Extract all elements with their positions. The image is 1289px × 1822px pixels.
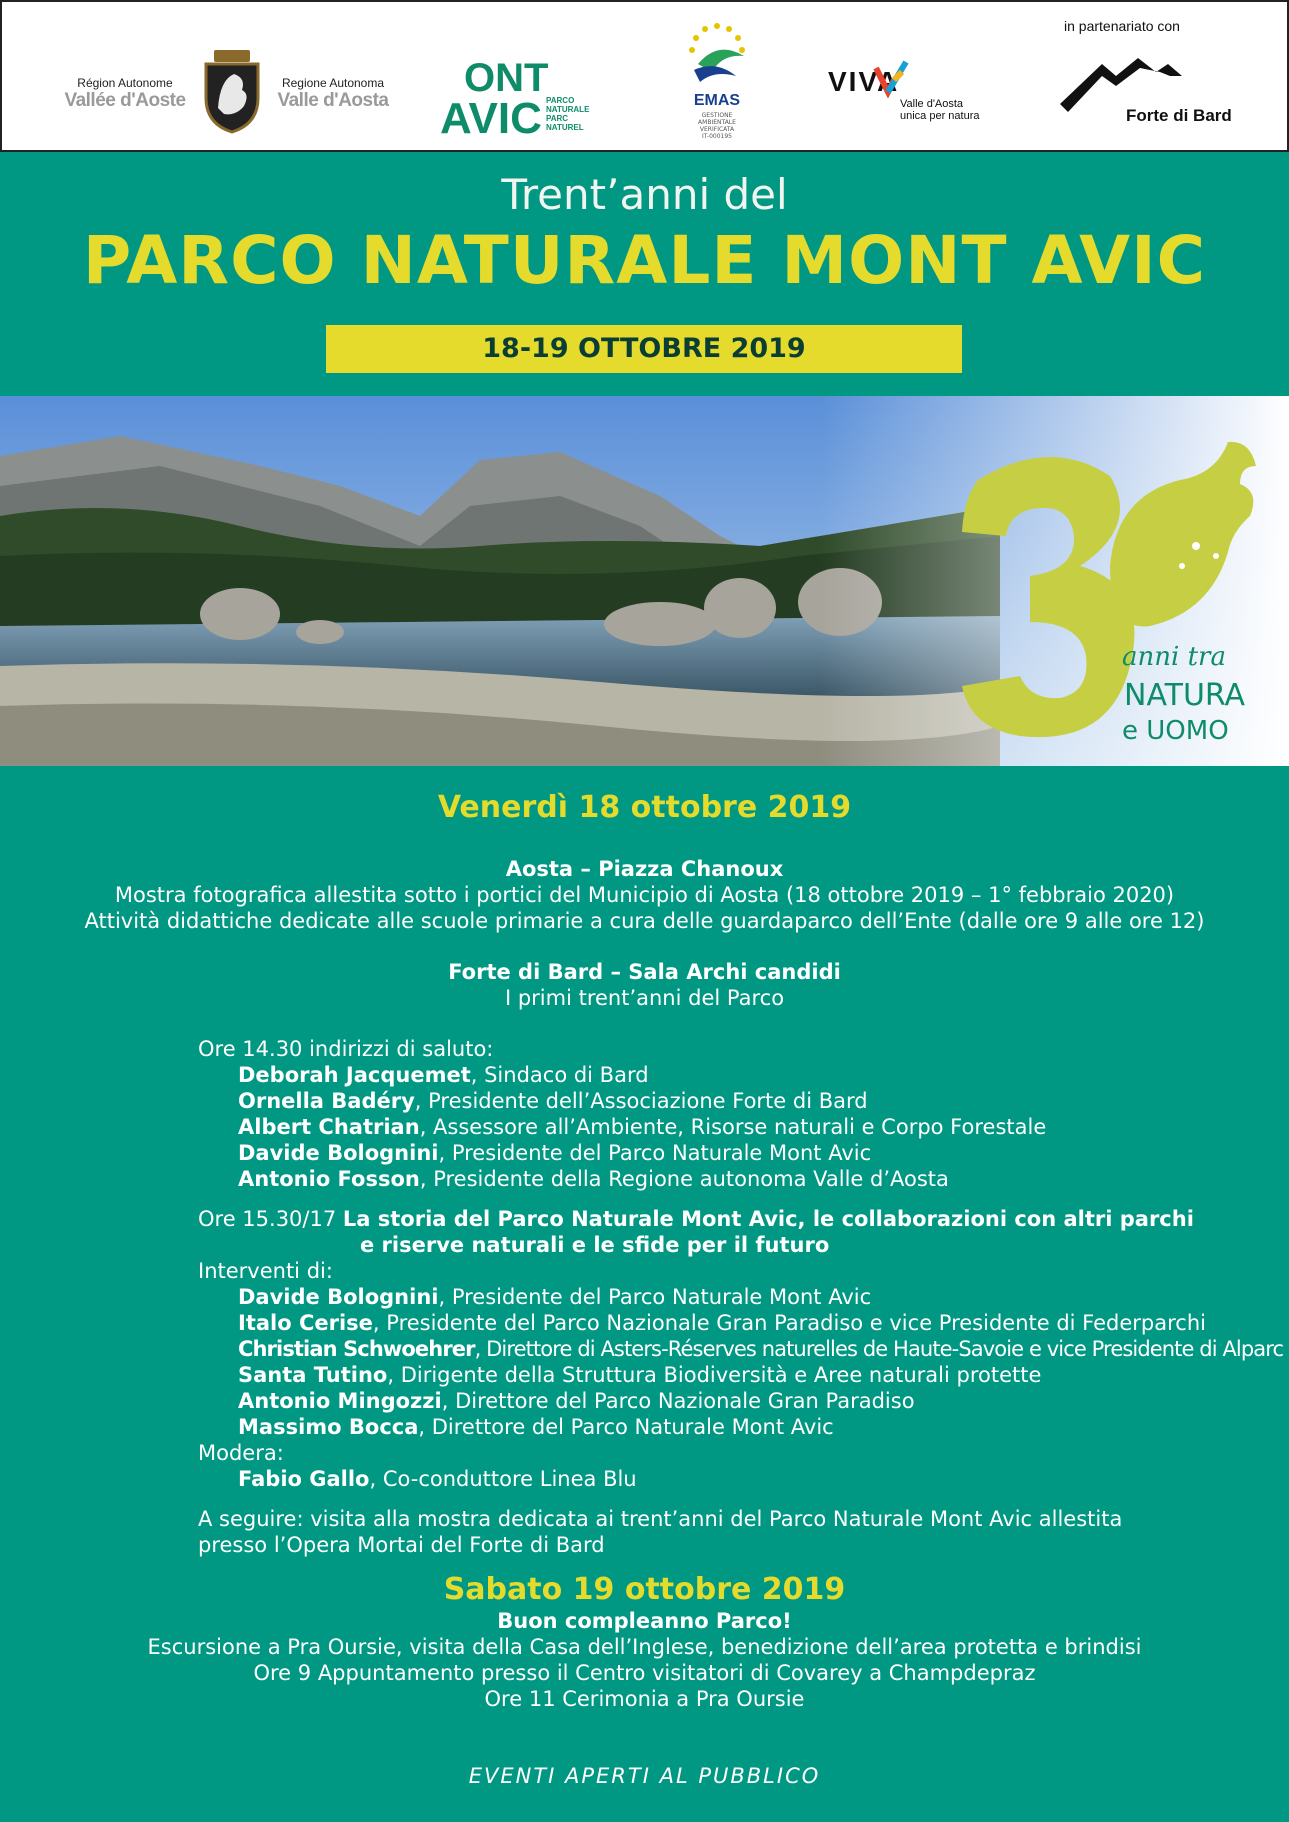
talk-title-2: e riserve naturali e le sfide per il futuro bbox=[360, 1233, 830, 1257]
greeting-item bbox=[238, 1062, 649, 1088]
speaker-role: , Direttore del Parco Nazionale Gran Paradiso bbox=[441, 1389, 915, 1413]
speaker-role: , Direttore di Asters-Réserves naturelles de Haute-Savoie e vice Presidente di Alparc bbox=[474, 1337, 1284, 1361]
friday-heading: Venerdì 18 ottobre 2019 bbox=[437, 790, 852, 825]
speaker-item bbox=[238, 1310, 1206, 1336]
moderator-item bbox=[238, 1466, 637, 1492]
saturday-heading: Sabato 19 ottobre 2019 bbox=[443, 1572, 846, 1607]
forte-di-bard-logo bbox=[1032, 18, 1272, 138]
viva-tagline-1: Valle d'Aosta bbox=[900, 98, 964, 110]
greeting-name: Antonio Fosson bbox=[238, 1167, 420, 1191]
emas-logo bbox=[682, 20, 752, 140]
after-line-1: A seguire: visita alla mostra dedicata ai trent’anni del Parco Naturale Mont Avic allestita bbox=[198, 1507, 1123, 1531]
emas-stars-icon bbox=[682, 20, 752, 90]
aosta-line-1: Mostra fotografica allestita sotto i portici del Municipio di Aosta (18 ottobre 2019 – 1° febbraio 2020) bbox=[114, 883, 1175, 907]
viva-check-icon bbox=[872, 58, 912, 98]
viva-word: VIVA bbox=[828, 66, 900, 97]
mont-avic-sub-4: NATUREL bbox=[546, 123, 584, 132]
greeting-role: , Presidente dell’Associazione Forte di Bard bbox=[414, 1089, 868, 1113]
mont-avic-sub-2: NATURALE bbox=[546, 105, 590, 114]
badge-anni-tra: anni tra bbox=[1122, 642, 1226, 672]
header-pre-title: Trent’anni del bbox=[501, 170, 788, 219]
speaker-name: Christian Schwoehrer bbox=[238, 1337, 475, 1361]
greetings-intro: Ore 14.30 indirizzi di saluto: bbox=[198, 1037, 494, 1061]
saturday-line-1: Escursione a Pra Oursie, visita della Casa dell’Inglese, benedizione dell’area protetta e brindisi bbox=[147, 1635, 1142, 1659]
badge-uomo: e UOMO bbox=[1122, 716, 1229, 746]
greeting-role: , Presidente della Regione autonoma Valle d’Aosta bbox=[419, 1167, 949, 1191]
partner-label: in partenariato con bbox=[1064, 18, 1180, 34]
emas-fine-3: VERIFICATA bbox=[699, 126, 735, 133]
mont-avic-ont: ONT bbox=[464, 56, 549, 100]
mont-avic-logo bbox=[440, 30, 600, 143]
aosta-line-2: Attività didattiche dedicate alle scuole primarie a cura delle guardaparco dell’Ente (dalle ore 9 alle ore 12) bbox=[84, 909, 1205, 933]
region-fr-small: Région Autonome bbox=[77, 76, 173, 90]
greeting-name: Davide Bolognini bbox=[238, 1141, 439, 1165]
forte-di-bard-name: Forte di Bard bbox=[1126, 106, 1232, 125]
greeting-item bbox=[238, 1140, 871, 1166]
mont-avic-avic: AVIC bbox=[440, 94, 542, 143]
greeting-item bbox=[238, 1114, 1046, 1140]
mont-avic-sub-1: PARCO bbox=[546, 96, 575, 105]
greeting-name: Albert Chatrian bbox=[238, 1115, 420, 1139]
speaker-role: , Dirigente della Struttura Biodiversità e Aree naturali protette bbox=[387, 1363, 1042, 1387]
talk-title-1: La storia del Parco Naturale Mont Avic, le collaborazioni con altri parchi bbox=[342, 1207, 1194, 1231]
saturday-line-2: Ore 9 Appuntamento presso il Centro visitatori di Covarey a Champdepraz bbox=[253, 1661, 1036, 1685]
30-years-badge bbox=[960, 436, 1270, 756]
emas-label: EMAS bbox=[693, 92, 741, 109]
mont-avic-sub bbox=[546, 96, 589, 132]
greeting-item bbox=[238, 1088, 868, 1114]
logo-bar bbox=[0, 0, 1289, 152]
header-title: PARCO NATURALE MONT AVIC bbox=[82, 222, 1207, 299]
emas-fine-1: GESTIONE bbox=[701, 112, 733, 119]
saturday-line-3: Ore 11 Cerimonia a Pra Oursie bbox=[484, 1687, 805, 1711]
greeting-name: Deborah Jacquemet bbox=[238, 1063, 471, 1087]
speaker-role: , Direttore del Parco Naturale Mont Avic bbox=[418, 1415, 834, 1439]
speaker-role: , Presidente del Parco Nazionale Gran Paradiso e vice Presidente di Federparchi bbox=[372, 1311, 1206, 1335]
speaker-name: Davide Bolognini bbox=[238, 1285, 439, 1309]
bard-title-text: Forte di Bard – Sala Archi candidi bbox=[448, 960, 841, 984]
bard-subtitle: I primi trent’anni del Parco bbox=[504, 986, 785, 1010]
region-coat-of-arms-icon bbox=[200, 50, 264, 134]
emas-fine-4: IT-000195 bbox=[702, 133, 732, 140]
saturday-title bbox=[0, 1608, 1289, 1634]
region-logo bbox=[60, 50, 390, 134]
greeting-role: , Assessore all’Ambiente, Risorse naturali e Corpo Forestale bbox=[419, 1115, 1047, 1139]
viva-tagline-2: unica per natura bbox=[900, 110, 980, 122]
aosta-title bbox=[0, 856, 1289, 882]
viva-tagline bbox=[900, 98, 980, 122]
speaker-item bbox=[238, 1284, 871, 1310]
speaker-item bbox=[238, 1362, 1041, 1388]
speaker-item bbox=[238, 1414, 834, 1440]
moderator-role: , Co-conduttore Linea Blu bbox=[369, 1467, 637, 1491]
region-it-big: Valle d'Aosta bbox=[277, 90, 389, 111]
emas-fine-2: AMBIENTALE bbox=[698, 119, 736, 126]
speaker-name: Italo Cerise bbox=[238, 1311, 373, 1335]
speaker-name: Antonio Mingozzi bbox=[238, 1389, 442, 1413]
speaker-name: Santa Tutino bbox=[238, 1363, 388, 1387]
region-it-small: Regione Autonoma bbox=[281, 76, 385, 90]
talk-line-1 bbox=[198, 1206, 1194, 1232]
greeting-role: , Presidente del Parco Naturale Mont Avic bbox=[438, 1141, 872, 1165]
speakers-intro: Interventi di: bbox=[198, 1259, 333, 1283]
speaker-name: Massimo Bocca bbox=[238, 1415, 419, 1439]
date-banner: 18-19 OTTOBRE 2019 bbox=[326, 325, 962, 373]
aosta-title-text: Aosta – Piazza Chanoux bbox=[505, 857, 784, 881]
lake-photo bbox=[0, 396, 1289, 766]
greeting-role: , Sindaco di Bard bbox=[470, 1063, 649, 1087]
emas-fine bbox=[682, 112, 752, 140]
after-line-2: presso l’Opera Mortai del Forte di Bard bbox=[198, 1533, 605, 1557]
talk-time: Ore 15.30/17 bbox=[198, 1207, 343, 1231]
speaker-item bbox=[238, 1336, 1283, 1362]
region-fr-big: Vallée d'Aoste bbox=[64, 90, 186, 111]
bard-title bbox=[0, 959, 1289, 985]
forte-di-bard-mountain-icon bbox=[1056, 54, 1236, 114]
speaker-item bbox=[238, 1388, 915, 1414]
moderator-name: Fabio Gallo bbox=[238, 1467, 370, 1491]
greeting-name: Ornella Badéry bbox=[238, 1089, 415, 1113]
viva-logo bbox=[828, 58, 998, 128]
moderator-intro: Modera: bbox=[198, 1441, 284, 1465]
saturday-title-text: Buon compleanno Parco! bbox=[497, 1609, 792, 1633]
footer-public-events: EVENTI APERTI AL PUBBLICO bbox=[468, 1764, 821, 1788]
mont-avic-sub-3: PARC bbox=[546, 114, 569, 123]
talk-line-2 bbox=[360, 1232, 829, 1258]
speaker-role: , Presidente del Parco Naturale Mont Avic bbox=[438, 1285, 872, 1309]
greeting-item bbox=[238, 1166, 949, 1192]
badge-natura: NATURA bbox=[1124, 678, 1246, 713]
